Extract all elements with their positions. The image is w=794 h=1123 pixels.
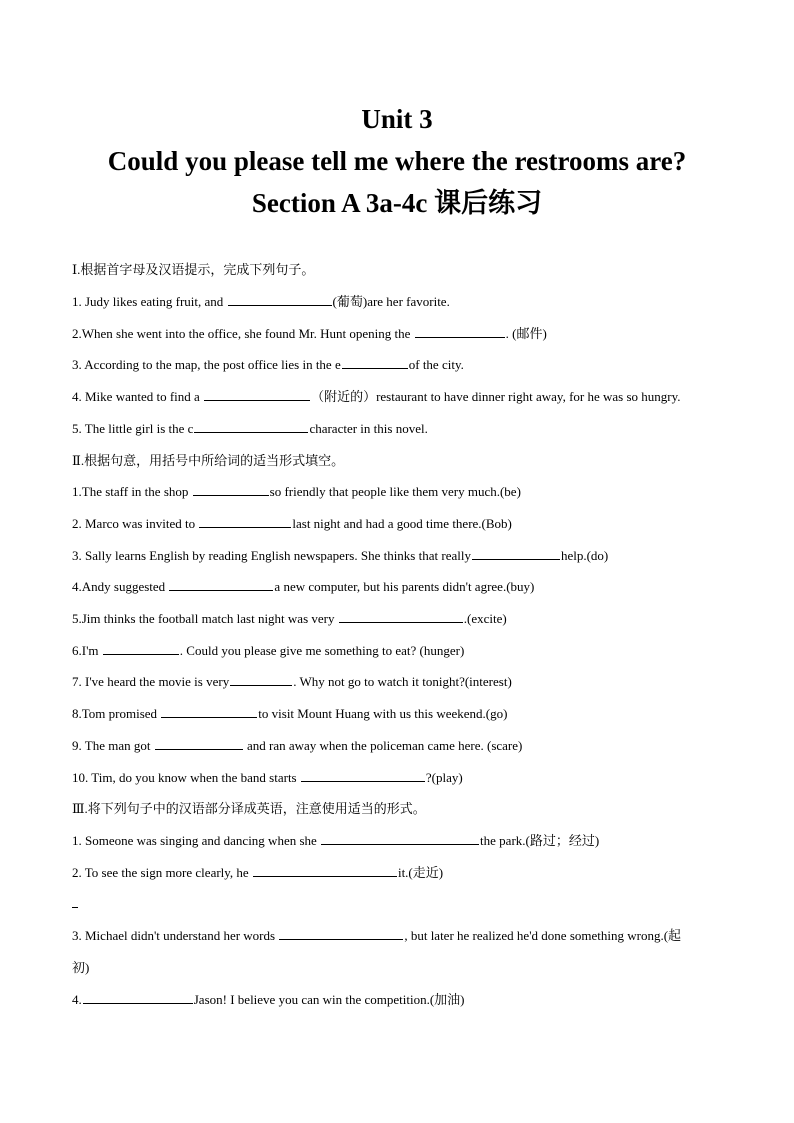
q-text-after: . Could you please give me something to eat? (hunger) xyxy=(179,643,465,658)
s1-q4 xyxy=(72,388,734,406)
q-text-after: character in this novel. xyxy=(309,421,428,436)
q-text-after: and ran away when the policeman came here. (scare) xyxy=(243,738,523,753)
q-text-before: 3. According to the map, the post office lies in the e xyxy=(72,357,341,372)
q-text-before: 6.I'm xyxy=(72,643,102,658)
answer-blank[interactable] xyxy=(301,769,425,782)
q-text-after: so friendly that people like them very much.(be) xyxy=(269,484,521,499)
stray-underscore-mark xyxy=(72,906,78,908)
q-text-before: 3. Michael didn't understand her words xyxy=(72,928,279,943)
s3-q3 xyxy=(72,927,734,945)
answer-blank[interactable] xyxy=(193,483,269,496)
q-text-before: 5. The little girl is the c xyxy=(72,421,194,436)
s3-q4 xyxy=(72,991,734,1009)
s2-q4 xyxy=(72,578,734,596)
q-text-after: , but later he realized he'd done something wrong.(起 xyxy=(404,928,682,943)
section1-heading: Ⅰ.根据首字母及汉语提示，完成下列句子。 xyxy=(72,262,315,277)
answer-blank[interactable] xyxy=(204,388,310,401)
answer-blank[interactable] xyxy=(199,515,291,528)
answer-blank[interactable] xyxy=(339,610,463,623)
s2-q7 xyxy=(72,673,734,691)
s2-q9 xyxy=(72,737,734,755)
q-text-before: 8.Tom promised xyxy=(72,706,161,721)
answer-blank[interactable] xyxy=(103,642,179,655)
answer-blank[interactable] xyxy=(321,832,479,845)
answer-blank[interactable] xyxy=(230,673,292,686)
answer-blank[interactable] xyxy=(161,705,257,718)
s2-q5 xyxy=(72,610,734,628)
q-text-after: the park.(路过；经过) xyxy=(480,833,600,848)
unit-title: Unit 3 xyxy=(361,104,433,134)
q-text-after: help.(do) xyxy=(560,548,609,563)
q-text-before: 7. I've heard the movie is very xyxy=(72,674,230,689)
q-text-after: last night and had a good time there.(Bob) xyxy=(292,516,512,531)
section-title: Section A 3a-4c 课后练习 xyxy=(251,188,543,218)
answer-blank[interactable] xyxy=(253,864,397,877)
q-text-after: .(excite) xyxy=(463,611,507,626)
q-text-after: a new computer, but his parents didn't agree.(buy) xyxy=(274,579,535,594)
q-text-after: . (邮件) xyxy=(505,326,547,341)
lesson-question-title: Could you please tell me where the restrooms are? xyxy=(107,146,687,176)
q-text-before: 3. Sally learns English by reading English newspapers. She thinks that really xyxy=(72,548,471,563)
s1-q5 xyxy=(72,420,734,438)
q-text-before: 1.The staff in the shop xyxy=(72,484,192,499)
q-text-before: 5.Jim thinks the football match last night was very xyxy=(72,611,338,626)
q-text-after: . Why not go to watch it tonight?(interest) xyxy=(293,674,512,689)
answer-blank[interactable] xyxy=(194,420,308,433)
answer-blank[interactable] xyxy=(169,578,273,591)
q-text-before: 4. Mike wanted to find a xyxy=(72,389,204,404)
s1-q3 xyxy=(72,356,734,374)
s1-q2 xyxy=(72,325,734,343)
s3-q1 xyxy=(72,832,734,850)
s2-q10 xyxy=(72,769,734,787)
s2-q1 xyxy=(72,483,734,501)
q-text-before: 4. xyxy=(72,992,82,1007)
q-text-before: 9. The man got xyxy=(72,738,154,753)
q-text-before: 2.When she went into the office, she found Mr. Hunt opening the xyxy=(72,326,414,341)
q-text-before: 2. To see the sign more clearly, he xyxy=(72,865,252,880)
q-text-after: （附近的）restaurant to have dinner right away, for he was so hungry. xyxy=(311,389,681,404)
answer-blank[interactable] xyxy=(279,927,403,940)
q-text-before: 1. Someone was singing and dancing when she xyxy=(72,833,321,848)
answer-blank[interactable] xyxy=(155,737,243,750)
q-text-before: 2. Marco was invited to xyxy=(72,516,199,531)
q-text-after: to visit Mount Huang with us this weekend.(go) xyxy=(258,706,508,721)
q-text-after: of the city. xyxy=(408,357,464,372)
q-text-before: 4.Andy suggested xyxy=(72,579,169,594)
section3-heading: Ⅲ.将下列句子中的汉语部分译成英语，注意使用适当的形式。 xyxy=(72,801,426,816)
q-text-after: Jason! I believe you can win the competition.(加油) xyxy=(193,992,465,1007)
s3-q3-continuation: 初) xyxy=(72,960,90,975)
answer-blank[interactable] xyxy=(83,991,193,1004)
s3-q2 xyxy=(72,864,734,882)
s2-q6 xyxy=(72,642,734,660)
q-text-after: ?(play) xyxy=(425,770,463,785)
s2-q8 xyxy=(72,705,734,723)
answer-blank[interactable] xyxy=(342,356,408,369)
q-text-after: it.(走近) xyxy=(397,865,444,880)
s2-q2 xyxy=(72,515,734,533)
answer-blank[interactable] xyxy=(228,293,332,306)
q-text-before: 10. Tim, do you know when the band starts xyxy=(72,770,300,785)
s1-q1 xyxy=(72,293,734,311)
section2-heading: Ⅱ.根据句意，用括号中所给词的适当形式填空。 xyxy=(72,453,345,468)
q-text-after: (葡萄)are her favorite. xyxy=(332,294,450,309)
s2-q3 xyxy=(72,547,734,565)
q-text-before: 1. Judy likes eating fruit, and xyxy=(72,294,227,309)
answer-blank[interactable] xyxy=(472,547,560,560)
answer-blank[interactable] xyxy=(415,325,505,338)
